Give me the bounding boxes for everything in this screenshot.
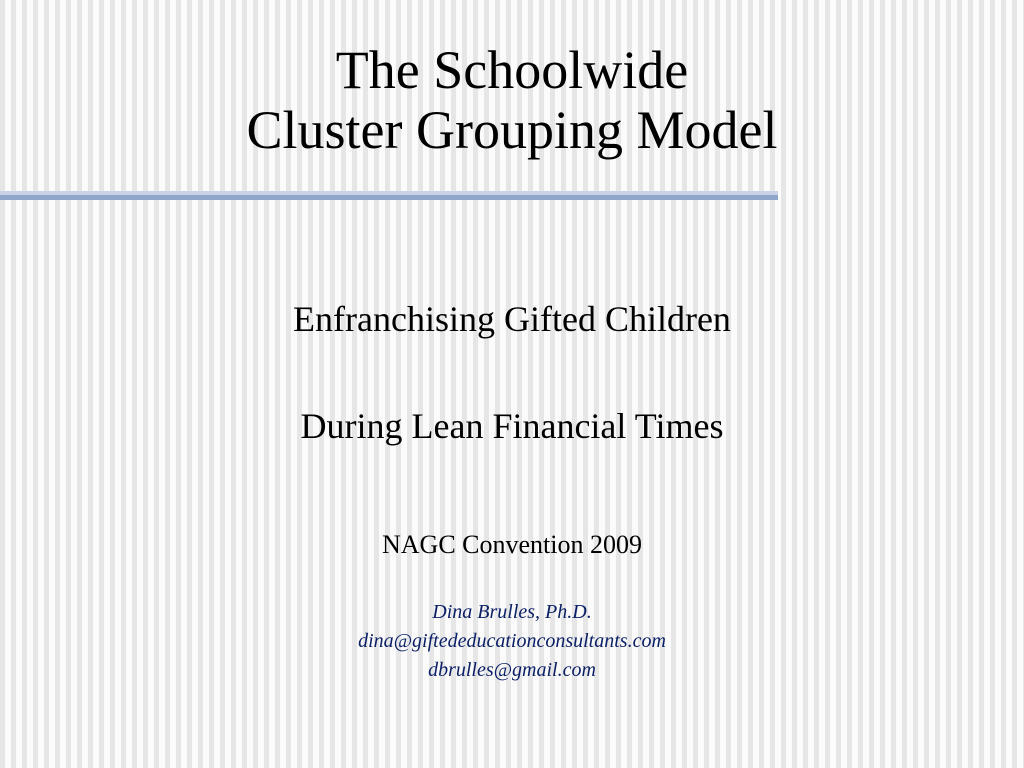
work-email: dina@giftededucationconsultants.com (358, 630, 666, 652)
conference-name: NAGC Convention 2009 (382, 530, 642, 559)
contact-block (0, 598, 1024, 685)
subtitle-line-2: During Lean Financial Times (300, 406, 724, 446)
title-line-2: Cluster Grouping Model (246, 100, 778, 160)
presenter-name: Dina Brulles, Ph.D. (432, 601, 592, 623)
title-line-1: The Schoolwide (335, 40, 689, 100)
slide-title (0, 40, 1024, 160)
divider-dark-band (0, 195, 778, 200)
title-divider (0, 191, 778, 201)
personal-email: dbrulles@gmail.com (428, 659, 596, 681)
subtitle-line-1: Enfranchising Gifted Children (293, 299, 731, 339)
